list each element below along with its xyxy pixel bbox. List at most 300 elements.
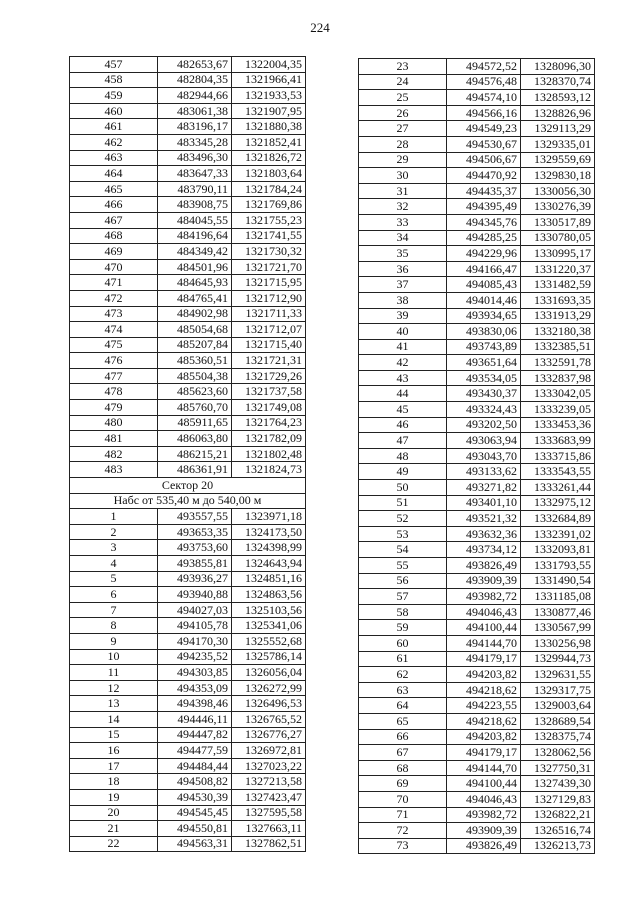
y-coordinate-cell: 1321966,41 xyxy=(232,72,306,88)
y-coordinate-cell: 1321715,40 xyxy=(232,337,306,353)
point-number-cell: 25 xyxy=(359,90,447,106)
point-number-cell: 481 xyxy=(70,431,158,447)
table-row xyxy=(359,183,595,199)
x-coordinate-cell: 493743,89 xyxy=(447,339,521,355)
x-coordinate-cell: 485504,38 xyxy=(158,368,232,384)
x-coordinate-cell: 485207,84 xyxy=(158,337,232,353)
table-row xyxy=(70,306,306,322)
point-number-cell: 23 xyxy=(359,59,447,75)
table-row xyxy=(70,88,306,104)
coordinates-table-right xyxy=(358,58,595,854)
table-row xyxy=(359,339,595,355)
point-number-cell: 36 xyxy=(359,261,447,277)
x-coordinate-cell: 493534,05 xyxy=(447,370,521,386)
y-coordinate-cell: 1331490,54 xyxy=(521,573,595,589)
table-row xyxy=(359,823,595,839)
point-number-cell: 470 xyxy=(70,259,158,275)
y-coordinate-cell: 1332385,51 xyxy=(521,339,595,355)
table-row xyxy=(359,745,595,761)
x-coordinate-cell: 494395,49 xyxy=(447,199,521,215)
x-coordinate-cell: 494530,39 xyxy=(158,789,232,805)
point-number-cell: 43 xyxy=(359,370,447,386)
y-coordinate-cell: 1321729,26 xyxy=(232,368,306,384)
point-number-cell: 47 xyxy=(359,433,447,449)
point-number-cell: 48 xyxy=(359,448,447,464)
y-coordinate-cell: 1328593,12 xyxy=(521,90,595,106)
table-row xyxy=(70,462,306,478)
point-number-cell: 55 xyxy=(359,558,447,574)
x-coordinate-cell: 493401,10 xyxy=(447,495,521,511)
y-coordinate-cell: 1326516,74 xyxy=(521,823,595,839)
x-coordinate-cell: 493826,49 xyxy=(447,558,521,574)
point-number-cell: 483 xyxy=(70,462,158,478)
point-number-cell: 27 xyxy=(359,121,447,137)
y-coordinate-cell: 1330995,17 xyxy=(521,246,595,262)
coordinates-table-left xyxy=(69,56,306,852)
table-row xyxy=(70,774,306,790)
y-coordinate-cell: 1332837,98 xyxy=(521,370,595,386)
point-number-cell: 6 xyxy=(70,587,158,603)
y-coordinate-cell: 1325552,68 xyxy=(232,633,306,649)
table-row xyxy=(359,261,595,277)
point-number-cell: 473 xyxy=(70,306,158,322)
y-coordinate-cell: 1328370,74 xyxy=(521,74,595,90)
x-coordinate-cell: 493826,49 xyxy=(447,838,521,854)
y-coordinate-cell: 1327750,31 xyxy=(521,760,595,776)
y-coordinate-cell: 1331482,59 xyxy=(521,277,595,293)
x-coordinate-cell: 493653,35 xyxy=(158,524,232,540)
x-coordinate-cell: 493133,62 xyxy=(447,464,521,480)
table-row xyxy=(359,59,595,75)
point-number-cell: 42 xyxy=(359,355,447,371)
table-row xyxy=(359,667,595,683)
x-coordinate-cell: 485360,51 xyxy=(158,353,232,369)
y-coordinate-cell: 1323971,18 xyxy=(232,509,306,525)
point-number-cell: 41 xyxy=(359,339,447,355)
table-row xyxy=(70,72,306,88)
table-row xyxy=(359,355,595,371)
point-number-cell: 459 xyxy=(70,88,158,104)
y-coordinate-cell: 1321741,55 xyxy=(232,228,306,244)
x-coordinate-cell: 493982,72 xyxy=(447,807,521,823)
y-coordinate-cell: 1326272,99 xyxy=(232,680,306,696)
x-coordinate-cell: 483061,38 xyxy=(158,103,232,119)
y-coordinate-cell: 1324863,56 xyxy=(232,587,306,603)
table-row xyxy=(70,665,306,681)
point-number-cell: 46 xyxy=(359,417,447,433)
point-number-cell: 56 xyxy=(359,573,447,589)
x-coordinate-cell: 483196,17 xyxy=(158,119,232,135)
x-coordinate-cell: 494477,59 xyxy=(158,743,232,759)
x-coordinate-cell: 484765,41 xyxy=(158,290,232,306)
table-row xyxy=(70,415,306,431)
y-coordinate-cell: 1321782,09 xyxy=(232,431,306,447)
y-coordinate-cell: 1321730,32 xyxy=(232,244,306,260)
table-row xyxy=(359,277,595,293)
point-number-cell: 9 xyxy=(70,633,158,649)
x-coordinate-cell: 494203,82 xyxy=(447,729,521,745)
x-coordinate-cell: 494014,46 xyxy=(447,292,521,308)
table-row xyxy=(359,604,595,620)
point-number-cell: 63 xyxy=(359,682,447,698)
point-number-cell: 45 xyxy=(359,402,447,418)
x-coordinate-cell: 484645,93 xyxy=(158,275,232,291)
table-row xyxy=(70,821,306,837)
table-row xyxy=(359,558,595,574)
x-coordinate-cell: 482804,35 xyxy=(158,72,232,88)
y-coordinate-cell: 1327023,22 xyxy=(232,758,306,774)
point-number-cell: 460 xyxy=(70,103,158,119)
y-coordinate-cell: 1328375,74 xyxy=(521,729,595,745)
x-coordinate-cell: 494398,46 xyxy=(158,696,232,712)
y-coordinate-cell: 1321907,95 xyxy=(232,103,306,119)
x-coordinate-cell: 494218,62 xyxy=(447,682,521,698)
table-row xyxy=(70,368,306,384)
y-coordinate-cell: 1321802,48 xyxy=(232,446,306,462)
point-number-cell: 467 xyxy=(70,212,158,228)
table-row xyxy=(359,324,595,340)
y-coordinate-cell: 1324398,99 xyxy=(232,540,306,556)
x-coordinate-cell: 493830,06 xyxy=(447,324,521,340)
y-coordinate-cell: 1327595,58 xyxy=(232,805,306,821)
y-coordinate-cell: 1331793,55 xyxy=(521,558,595,574)
x-coordinate-cell: 494345,76 xyxy=(447,214,521,230)
x-coordinate-cell: 486063,80 xyxy=(158,431,232,447)
x-coordinate-cell: 494508,82 xyxy=(158,774,232,790)
table-row xyxy=(359,292,595,308)
table-row xyxy=(70,727,306,743)
point-number-cell: 54 xyxy=(359,542,447,558)
y-coordinate-cell: 1325786,14 xyxy=(232,649,306,665)
y-coordinate-cell: 1326972,81 xyxy=(232,743,306,759)
y-coordinate-cell: 1333543,55 xyxy=(521,464,595,480)
point-number-cell: 457 xyxy=(70,57,158,73)
x-coordinate-cell: 493632,36 xyxy=(447,526,521,542)
point-number-cell: 1 xyxy=(70,509,158,525)
y-coordinate-cell: 1332391,02 xyxy=(521,526,595,542)
point-number-cell: 18 xyxy=(70,774,158,790)
table-row xyxy=(359,713,595,729)
table-row xyxy=(359,246,595,262)
y-coordinate-cell: 1331220,37 xyxy=(521,261,595,277)
point-number-cell: 477 xyxy=(70,368,158,384)
x-coordinate-cell: 493063,94 xyxy=(447,433,521,449)
table-row xyxy=(70,431,306,447)
x-coordinate-cell: 493753,60 xyxy=(158,540,232,556)
sector-title-row xyxy=(70,478,306,494)
point-number-cell: 53 xyxy=(359,526,447,542)
x-coordinate-cell: 494435,37 xyxy=(447,183,521,199)
table-row xyxy=(359,308,595,324)
y-coordinate-cell: 1321712,90 xyxy=(232,290,306,306)
point-number-cell: 461 xyxy=(70,119,158,135)
point-number-cell: 62 xyxy=(359,667,447,683)
y-coordinate-cell: 1324643,94 xyxy=(232,556,306,572)
point-number-cell: 2 xyxy=(70,524,158,540)
x-coordinate-cell: 494179,17 xyxy=(447,745,521,761)
x-coordinate-cell: 493430,37 xyxy=(447,386,521,402)
x-coordinate-cell: 483496,30 xyxy=(158,150,232,166)
y-coordinate-cell: 1326056,04 xyxy=(232,665,306,681)
table-row xyxy=(70,181,306,197)
table-row xyxy=(359,573,595,589)
y-coordinate-cell: 1329830,18 xyxy=(521,168,595,184)
y-coordinate-cell: 1329003,64 xyxy=(521,698,595,714)
table-row xyxy=(359,526,595,542)
x-coordinate-cell: 494100,44 xyxy=(447,620,521,636)
point-number-cell: 38 xyxy=(359,292,447,308)
point-number-cell: 21 xyxy=(70,821,158,837)
table-row xyxy=(359,448,595,464)
y-coordinate-cell: 1321737,58 xyxy=(232,384,306,400)
point-number-cell: 15 xyxy=(70,727,158,743)
x-coordinate-cell: 494085,43 xyxy=(447,277,521,293)
y-coordinate-cell: 1321755,23 xyxy=(232,212,306,228)
point-number-cell: 50 xyxy=(359,480,447,496)
y-coordinate-cell: 1329113,29 xyxy=(521,121,595,137)
x-coordinate-cell: 493936,27 xyxy=(158,571,232,587)
point-number-cell: 5 xyxy=(70,571,158,587)
x-coordinate-cell: 494203,82 xyxy=(447,667,521,683)
point-number-cell: 70 xyxy=(359,791,447,807)
point-number-cell: 66 xyxy=(359,729,447,745)
x-coordinate-cell: 485911,65 xyxy=(158,415,232,431)
x-coordinate-cell: 493202,50 xyxy=(447,417,521,433)
point-number-cell: 60 xyxy=(359,635,447,651)
x-coordinate-cell: 483790,11 xyxy=(158,181,232,197)
y-coordinate-cell: 1330567,99 xyxy=(521,620,595,636)
point-number-cell: 72 xyxy=(359,823,447,839)
point-number-cell: 24 xyxy=(359,74,447,90)
x-coordinate-cell: 484902,98 xyxy=(158,306,232,322)
y-coordinate-cell: 1332093,81 xyxy=(521,542,595,558)
y-coordinate-cell: 1333715,86 xyxy=(521,448,595,464)
y-coordinate-cell: 1321826,72 xyxy=(232,150,306,166)
y-coordinate-cell: 1324851,16 xyxy=(232,571,306,587)
y-coordinate-cell: 1328689,54 xyxy=(521,713,595,729)
point-number-cell: 65 xyxy=(359,713,447,729)
x-coordinate-cell: 493271,82 xyxy=(447,480,521,496)
point-number-cell: 28 xyxy=(359,136,447,152)
x-coordinate-cell: 494144,70 xyxy=(447,760,521,776)
point-number-cell: 59 xyxy=(359,620,447,636)
x-coordinate-cell: 494447,82 xyxy=(158,727,232,743)
x-coordinate-cell: 494144,70 xyxy=(447,635,521,651)
x-coordinate-cell: 493934,65 xyxy=(447,308,521,324)
table-row xyxy=(70,587,306,603)
x-coordinate-cell: 494046,43 xyxy=(447,791,521,807)
y-coordinate-cell: 1321764,23 xyxy=(232,415,306,431)
table-row xyxy=(70,166,306,182)
table-row xyxy=(359,402,595,418)
table-row xyxy=(70,57,306,73)
point-number-cell: 464 xyxy=(70,166,158,182)
x-coordinate-cell: 494506,67 xyxy=(447,152,521,168)
point-number-cell: 17 xyxy=(70,758,158,774)
x-coordinate-cell: 484196,64 xyxy=(158,228,232,244)
left-table-body-b xyxy=(70,509,306,852)
point-number-cell: 480 xyxy=(70,415,158,431)
table-row xyxy=(359,152,595,168)
table-row xyxy=(70,337,306,353)
x-coordinate-cell: 484501,96 xyxy=(158,259,232,275)
x-coordinate-cell: 485054,68 xyxy=(158,322,232,338)
table-row xyxy=(359,168,595,184)
x-coordinate-cell: 485760,70 xyxy=(158,400,232,416)
point-number-cell: 468 xyxy=(70,228,158,244)
x-coordinate-cell: 494235,52 xyxy=(158,649,232,665)
point-number-cell: 26 xyxy=(359,105,447,121)
sector-subtitle-row xyxy=(70,493,306,509)
point-number-cell: 8 xyxy=(70,618,158,634)
table-row xyxy=(70,150,306,166)
y-coordinate-cell: 1329335,01 xyxy=(521,136,595,152)
y-coordinate-cell: 1332591,78 xyxy=(521,355,595,371)
point-number-cell: 476 xyxy=(70,353,158,369)
table-row xyxy=(359,511,595,527)
y-coordinate-cell: 1324173,50 xyxy=(232,524,306,540)
table-row xyxy=(70,540,306,556)
x-coordinate-cell: 494574,10 xyxy=(447,90,521,106)
y-coordinate-cell: 1332975,12 xyxy=(521,495,595,511)
x-coordinate-cell: 494285,25 xyxy=(447,230,521,246)
table-row xyxy=(359,121,595,137)
y-coordinate-cell: 1321769,86 xyxy=(232,197,306,213)
x-coordinate-cell: 494549,23 xyxy=(447,121,521,137)
y-coordinate-cell: 1333042,05 xyxy=(521,386,595,402)
table-row xyxy=(359,433,595,449)
table-row xyxy=(359,729,595,745)
table-row xyxy=(359,542,595,558)
point-number-cell: 29 xyxy=(359,152,447,168)
x-coordinate-cell: 493909,39 xyxy=(447,823,521,839)
point-number-cell: 466 xyxy=(70,197,158,213)
table-row xyxy=(70,212,306,228)
point-number-cell: 20 xyxy=(70,805,158,821)
y-coordinate-cell: 1331913,29 xyxy=(521,308,595,324)
y-coordinate-cell: 1321712,07 xyxy=(232,322,306,338)
table-row xyxy=(70,353,306,369)
y-coordinate-cell: 1326776,27 xyxy=(232,727,306,743)
point-number-cell: 73 xyxy=(359,838,447,854)
x-coordinate-cell: 484349,42 xyxy=(158,244,232,260)
y-coordinate-cell: 1321933,53 xyxy=(232,88,306,104)
point-number-cell: 482 xyxy=(70,446,158,462)
table-row xyxy=(70,103,306,119)
point-number-cell: 463 xyxy=(70,150,158,166)
table-row xyxy=(70,259,306,275)
x-coordinate-cell: 493521,32 xyxy=(447,511,521,527)
sector-subtitle: Набс от 535,40 м до 540,00 м xyxy=(70,493,306,509)
y-coordinate-cell: 1322004,35 xyxy=(232,57,306,73)
y-coordinate-cell: 1325341,06 xyxy=(232,618,306,634)
table-row xyxy=(359,698,595,714)
table-row xyxy=(70,696,306,712)
table-row xyxy=(359,417,595,433)
x-coordinate-cell: 483647,33 xyxy=(158,166,232,182)
x-coordinate-cell: 494353,09 xyxy=(158,680,232,696)
y-coordinate-cell: 1333453,36 xyxy=(521,417,595,433)
table-row xyxy=(70,836,306,852)
table-row xyxy=(359,386,595,402)
y-coordinate-cell: 1326765,52 xyxy=(232,711,306,727)
point-number-cell: 22 xyxy=(70,836,158,852)
point-number-cell: 474 xyxy=(70,322,158,338)
point-number-cell: 61 xyxy=(359,651,447,667)
x-coordinate-cell: 485623,60 xyxy=(158,384,232,400)
x-coordinate-cell: 494572,52 xyxy=(447,59,521,75)
point-number-cell: 35 xyxy=(359,246,447,262)
point-number-cell: 71 xyxy=(359,807,447,823)
point-number-cell: 69 xyxy=(359,776,447,792)
table-row xyxy=(359,589,595,605)
x-coordinate-cell: 493982,72 xyxy=(447,589,521,605)
point-number-cell: 67 xyxy=(359,745,447,761)
point-number-cell: 469 xyxy=(70,244,158,260)
x-coordinate-cell: 494303,85 xyxy=(158,665,232,681)
x-coordinate-cell: 482653,67 xyxy=(158,57,232,73)
point-number-cell: 458 xyxy=(70,72,158,88)
table-row xyxy=(359,105,595,121)
left-table-body-a xyxy=(70,57,306,478)
table-row xyxy=(70,322,306,338)
x-coordinate-cell: 494470,92 xyxy=(447,168,521,184)
x-coordinate-cell: 494046,43 xyxy=(447,604,521,620)
table-row xyxy=(359,807,595,823)
table-row xyxy=(359,230,595,246)
point-number-cell: 39 xyxy=(359,308,447,324)
y-coordinate-cell: 1321721,70 xyxy=(232,259,306,275)
x-coordinate-cell: 494218,62 xyxy=(447,713,521,729)
y-coordinate-cell: 1321803,64 xyxy=(232,166,306,182)
table-row xyxy=(70,633,306,649)
table-row xyxy=(359,199,595,215)
x-coordinate-cell: 494446,11 xyxy=(158,711,232,727)
y-coordinate-cell: 1327862,51 xyxy=(232,836,306,852)
point-number-cell: 465 xyxy=(70,181,158,197)
table-row xyxy=(359,495,595,511)
x-coordinate-cell: 494166,47 xyxy=(447,261,521,277)
x-coordinate-cell: 494223,55 xyxy=(447,698,521,714)
x-coordinate-cell: 483908,75 xyxy=(158,197,232,213)
table-row xyxy=(359,651,595,667)
y-coordinate-cell: 1321784,24 xyxy=(232,181,306,197)
x-coordinate-cell: 494170,30 xyxy=(158,633,232,649)
table-row xyxy=(70,556,306,572)
y-coordinate-cell: 1330056,30 xyxy=(521,183,595,199)
x-coordinate-cell: 494566,16 xyxy=(447,105,521,121)
sector-title: Сектор 20 xyxy=(70,478,306,494)
table-row xyxy=(70,649,306,665)
y-coordinate-cell: 1332180,38 xyxy=(521,324,595,340)
point-number-cell: 30 xyxy=(359,168,447,184)
point-number-cell: 3 xyxy=(70,540,158,556)
point-number-cell: 40 xyxy=(359,324,447,340)
page-number: 224 xyxy=(310,20,330,35)
y-coordinate-cell: 1328096,30 xyxy=(521,59,595,75)
y-coordinate-cell: 1321711,33 xyxy=(232,306,306,322)
y-coordinate-cell: 1321824,73 xyxy=(232,462,306,478)
table-row xyxy=(70,134,306,150)
table-row xyxy=(70,384,306,400)
point-number-cell: 68 xyxy=(359,760,447,776)
point-number-cell: 7 xyxy=(70,602,158,618)
point-number-cell: 34 xyxy=(359,230,447,246)
y-coordinate-cell: 1329944,73 xyxy=(521,651,595,667)
y-coordinate-cell: 1330877,46 xyxy=(521,604,595,620)
y-coordinate-cell: 1331185,08 xyxy=(521,589,595,605)
x-coordinate-cell: 494105,78 xyxy=(158,618,232,634)
